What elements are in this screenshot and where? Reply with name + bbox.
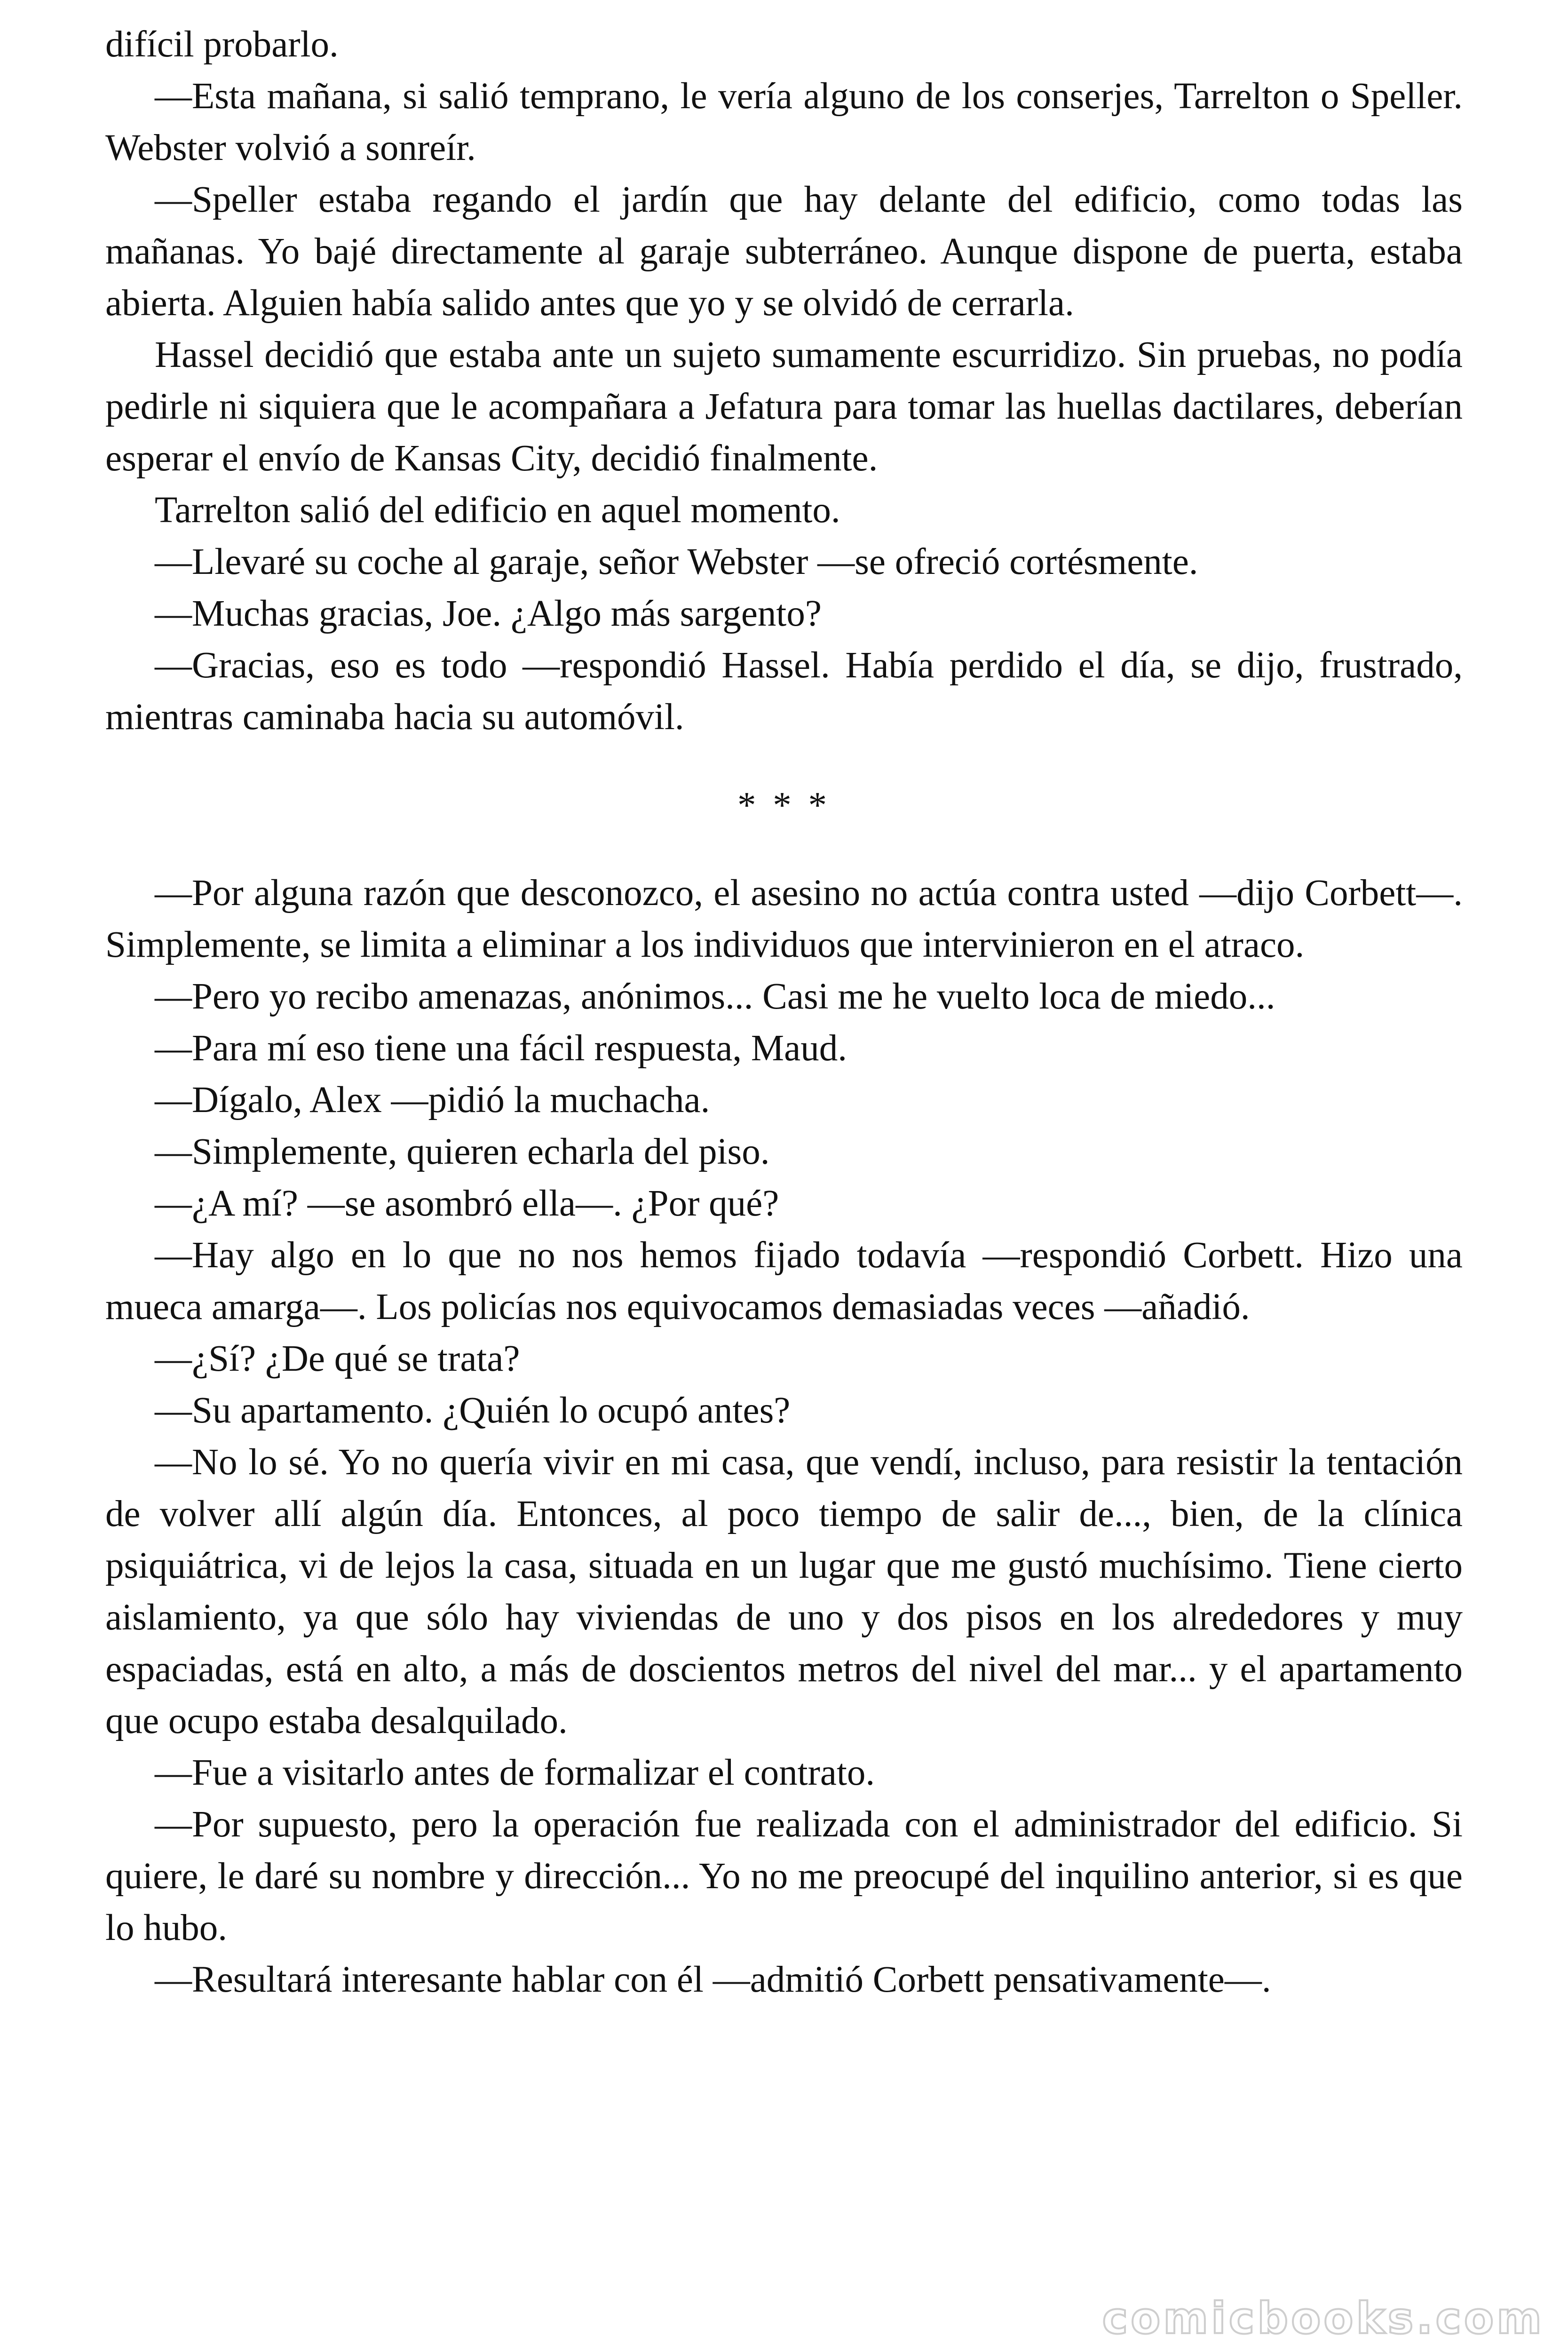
watermark: comicbooks.com: [1102, 2293, 1544, 2344]
paragraph: —Muchas gracias, Joe. ¿Algo más sargento?: [155, 593, 822, 634]
paragraph: —Hay algo en lo que no nos hemos fijado todavía —respondió Corbett. Hizo una mueca amarga—. Los policías nos equivocamos demasiadas veces —añadió.: [105, 1235, 1463, 1327]
section-separator: * * *: [737, 785, 831, 826]
paragraph: —¿A mí? —se asombró ella—. ¿Por qué?: [155, 1183, 779, 1224]
paragraph: —Dígalo, Alex —pidió la muchacha.: [155, 1080, 710, 1120]
paragraph: —Gracias, eso es todo —respondió Hassel. Había perdido el día, se dijo, frustrado, mientras caminaba hacia su automóvil.: [105, 645, 1463, 738]
paragraph: —Por supuesto, pero la operación fue realizada con el administrador del edificio. Si quiere, le daré su nombre y dirección... Yo no me preocupé del inquilino anterior, si es que lo hubo.: [105, 1804, 1463, 1948]
paragraph: —Pero yo recibo amenazas, anónimos... Casi me he vuelto loca de miedo...: [155, 976, 1275, 1017]
paragraph: —No lo sé. Yo no quería vivir en mi casa, que vendí, incluso, para resistir la tentación de volver allí algún día. Entonces, al poco tiempo de salir de..., bien, de la clínica psiquiátrica, vi de lejos la casa, situada en un lugar que me gustó muchísimo. Tiene cierto aislamiento, ya que sólo hay viviendas de uno y dos pisos en los alrededores y muy espaciadas, está en alto, a más de doscientos metros del nivel del mar... y el apartamento que ocupo estaba desalquilado.: [105, 1442, 1463, 1741]
paragraph: —Para mí eso tiene una fácil respuesta, Maud.: [155, 1028, 847, 1069]
paragraph: —Resultará interesante hablar con él —admitió Corbett pensativamente—.: [155, 1959, 1271, 2000]
paragraph: —Speller estaba regando el jardín que hay delante del edificio, como todas las mañanas. Yo bajé directamente al garaje subterráneo. Aunque dispone de puerta, estaba abierta. Alguien había salido antes que yo y se olvidó de cerrarla.: [105, 179, 1463, 324]
paragraph: —Simplemente, quieren echarla del piso.: [155, 1131, 770, 1172]
paragraph: Hassel decidió que estaba ante un sujeto sumamente escurridizo. Sin pruebas, no podía pedirle ni siquiera que le acompañara a Jefatura para tomar las huellas dactilares, deberían esperar el envío de Kansas City, decidió finalmente.: [105, 334, 1463, 479]
paragraph: Tarrelton salió del edificio en aquel momento.: [155, 490, 840, 531]
paragraph: —Su apartamento. ¿Quién lo ocupó antes?: [155, 1390, 791, 1431]
paragraph: —¿Sí? ¿De qué se trata?: [155, 1338, 520, 1379]
paragraph: —Por alguna razón que desconozco, el asesino no actúa contra usted —dijo Corbett—. Simplemente, se limita a eliminar a los individuos que intervinieron en el atraco.: [105, 873, 1463, 965]
body-text: [105, 19, 1463, 2006]
paragraph: —Fue a visitarlo antes de formalizar el contrato.: [155, 1752, 875, 1793]
paragraph: —Esta mañana, si salió temprano, le vería alguno de los conserjes, Tarrelton o Speller. Webster volvió a sonreír.: [105, 76, 1463, 168]
paragraph: difícil probarlo.: [105, 24, 339, 65]
paragraph: —Llevaré su coche al garaje, señor Webster —se ofreció cortésmente.: [155, 541, 1198, 582]
